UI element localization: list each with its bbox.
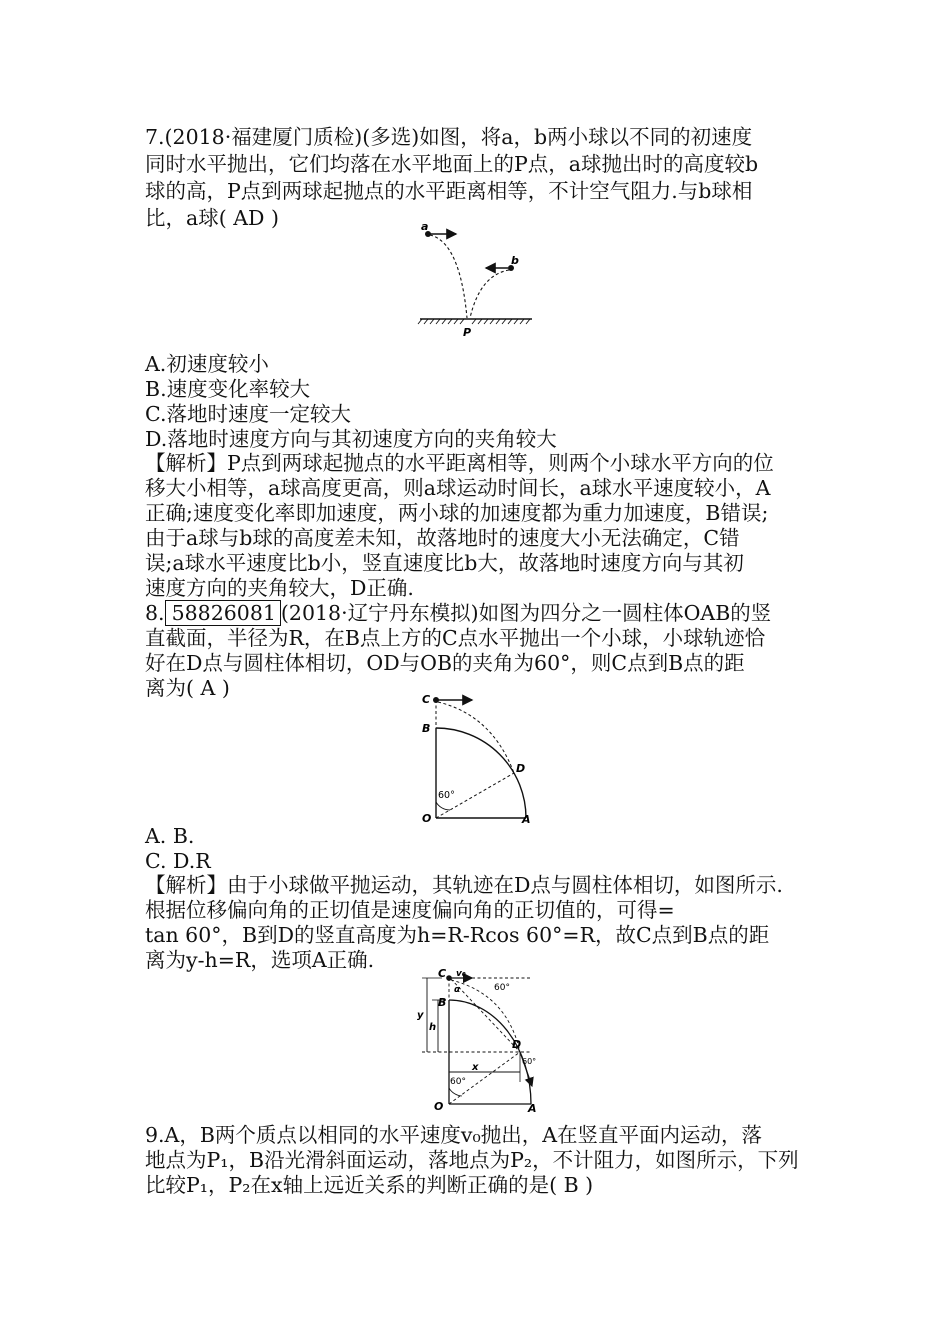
q9-text-line: 地点为P₁，B沿光滑斜面运动，落地点为P₂，不计阻力，如图所示，下列 [145,1148,799,1172]
q8-fig2-label-alpha: α [454,985,461,995]
q8-options-cd: C. D.R [145,849,211,873]
q8-fig2-label-h: h [429,1022,437,1033]
q8-fig2-label-b: B [438,996,447,1009]
q8-fig2-label-c: C [438,967,447,980]
q8-text-line: 离为( A ) [145,676,230,700]
q7-text-line: 球的高，P点到两球起抛点的水平距离相等，不计空气阻力.与b球相 [145,179,753,203]
q7-analysis-line: 【解析】P点到两球起抛点的水平距离相等，则两个小球水平方向的位 [145,451,774,475]
q8-analysis-line: 离为y-h=R，选项A正确. [145,948,375,972]
q8-label-c: C [422,693,431,706]
q8-label-d: D [516,762,526,775]
q8-fig2-label-v0: v₀ [456,969,466,979]
q8-fig2-label-d: D [512,1038,522,1051]
q8-first-line [145,601,771,625]
q9-text-line: 9.A，B两个质点以相同的水平速度v₀抛出，A在竖直平面内运动，落 [145,1123,763,1147]
q7-figure [410,220,540,342]
q7-label-b: b [511,254,519,267]
q7-option-d: D.落地时速度方向与其初速度方向的夹角较大 [145,427,557,451]
q8-analysis-line: 【解析】由于小球做平抛运动，其轨迹在D点与圆柱体相切，如图所示. [145,873,783,897]
q7-label-p: P [463,326,472,339]
q8-analysis-line: 根据位移偏向角的正切值是速度偏向角的正切值的，可得= [145,898,675,922]
q8-fig2-angle-o: 60° [450,1077,466,1087]
q8-fig2-label-o: O [434,1100,444,1113]
q8-angle-label: 60° [438,790,455,801]
q7-analysis-line: 正确;速度变化率即加速度，两小球的加速度都为重力加速度，B错误; [145,501,769,525]
q8-label-a: A [522,813,531,825]
q8-number: 8. [145,601,165,625]
q7-analysis-line: 误;a球水平速度比b小，竖直速度比b大，故落地时速度方向与其初 [145,551,744,575]
q8-fig2-label-y: y [417,1010,424,1021]
q8-options-ab: A. B. [145,824,195,848]
q7-label-a: a [421,220,429,233]
q8-text-line: 好在D点与圆柱体相切，OD与OB的夹角为60°，则C点到B点的距 [145,651,745,675]
q9-text-line: 比较P₁，P₂在x轴上远近关系的判断正确的是( B ) [145,1173,594,1197]
q7-option-a: A.初速度较小 [145,352,269,376]
q8-label-o: O [422,812,432,825]
q7-text-line: 7.(2018·福建厦门质检)(多选)如图，将a，b两小球以不同的初速度 [145,125,753,149]
q7-analysis-line: 由于a球与b球的高度差未知，故落地时的速度大小无法确定，C错 [145,526,740,550]
q7-option-c: C.落地时速度一定较大 [145,402,351,426]
q8-analysis-line: tan 60°，B到D的竖直高度为h=R-Rcos 60°=R，故C点到B点的距 [145,923,770,947]
q8-solution-figure [412,964,547,1114]
q8-code-box: 58826081 [165,600,281,626]
q8-text: (2018·辽宁丹东模拟)如图为四分之一圆柱体OAB的竖 [280,601,772,625]
q7-text-line: 同时水平抛出，它们均落在水平地面上的P点，a球抛出时的高度较b [145,152,759,176]
q8-fig2-angle-d: 60° [522,1057,537,1066]
q8-label-b: B [422,722,431,735]
q7-option-b: B.速度变化率较大 [145,377,311,401]
q8-text-line: 直截面，半径为R，在B点上方的C点水平抛出一个小球，小球轨迹恰 [145,626,766,650]
q7-analysis-line: 速度方向的夹角较大，D正确. [145,576,414,600]
q8-fig2-label-x: x [472,1062,479,1073]
q8-figure [412,690,542,825]
q8-fig2-label-a: A [528,1102,537,1114]
q8-fig2-angle-top: 60° [494,983,510,993]
q7-analysis-line: 移大小相等，a球高度更高，则a球运动时间长，a球水平速度较小，A [145,476,771,500]
q7-text-line: 比，a球( AD ) [145,206,279,230]
